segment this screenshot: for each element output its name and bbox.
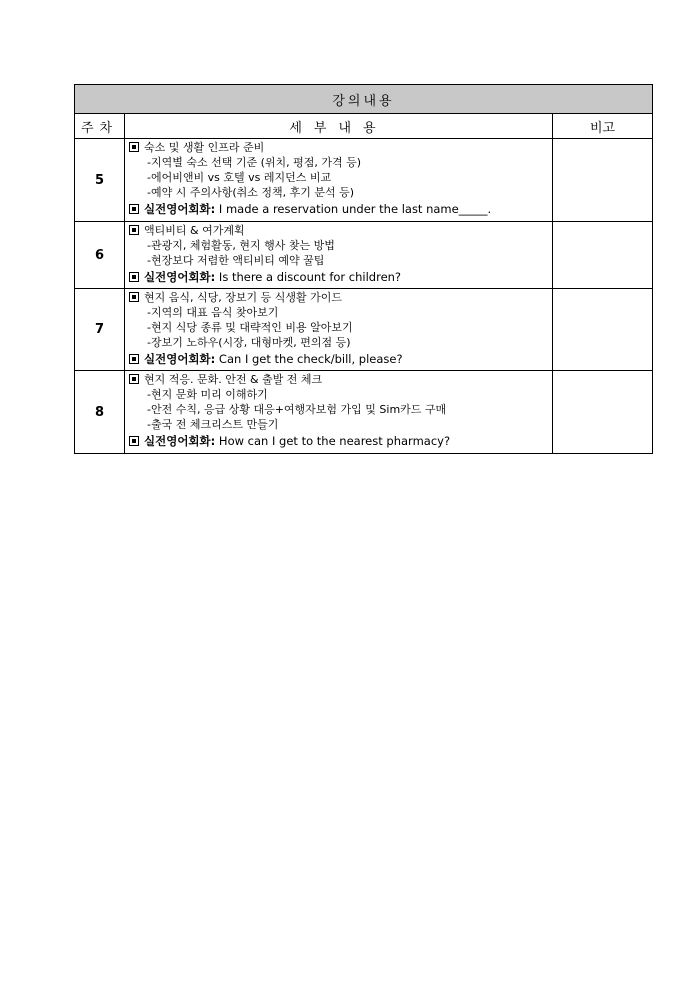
- topic-line: [129, 372, 548, 387]
- topic-text: 현지 적응. 문화. 안전 & 출발 전 체크: [144, 373, 323, 386]
- topic-line: [129, 223, 548, 238]
- table-title: 강의내용: [75, 85, 653, 114]
- detail-item: -예약 시 주의사항(취소 정책, 후기 분석 등): [147, 186, 355, 199]
- week-number: 5: [75, 139, 125, 222]
- table-header-row: [75, 114, 653, 139]
- square-bullet-icon: [129, 292, 139, 302]
- table-row: [75, 222, 653, 289]
- detail-item: -출국 전 체크리스트 만들기: [147, 418, 279, 431]
- detail-item: -지역의 대표 음식 찾아보기: [147, 306, 279, 319]
- english-phrase: Can I get the check/bill, please?: [218, 352, 403, 366]
- square-bullet-icon: [129, 204, 139, 214]
- english-line: [129, 352, 548, 367]
- topic-line: [129, 140, 548, 155]
- square-bullet-icon: [129, 374, 139, 384]
- english-line: [129, 434, 548, 449]
- detail-item: -장보기 노하우(시장, 대형마켓, 편의점 등): [147, 336, 351, 349]
- english-phrase: How can I get to the nearest pharmacy?: [218, 434, 451, 448]
- detail-item: -안전 수칙, 응급 상황 대응+여행자보험 가입 및 Sim카드 구매: [147, 403, 447, 416]
- table-title-row: [75, 85, 653, 114]
- square-bullet-icon: [129, 225, 139, 235]
- english-line: [129, 202, 548, 217]
- course-schedule-sheet: [74, 84, 652, 454]
- topic-text: 현지 음식, 식당, 장보기 등 식생활 가이드: [144, 291, 342, 304]
- note-cell: [553, 139, 653, 222]
- header-note: 비고: [553, 114, 653, 139]
- table-row: [75, 289, 653, 371]
- topic-line: [129, 290, 548, 305]
- square-bullet-icon: [129, 354, 139, 364]
- square-bullet-icon: [129, 142, 139, 152]
- week-number: 8: [75, 371, 125, 454]
- detail-cell: [125, 222, 553, 289]
- topic-text: 액티비티 & 여가계획: [144, 224, 245, 237]
- note-cell: [553, 371, 653, 454]
- detail-item: -현지 식당 종류 및 대략적인 비용 알아보기: [147, 321, 353, 334]
- english-label: 실전영어회화:: [144, 270, 216, 284]
- detail-cell: [125, 289, 553, 371]
- detail-item: -관광지, 체험활동, 현지 행사 찾는 방법: [147, 239, 335, 252]
- square-bullet-icon: [129, 436, 139, 446]
- topic-text: 숙소 및 생활 인프라 준비: [144, 141, 265, 154]
- course-content-table: [74, 84, 653, 454]
- detail-item: -현장보다 저렴한 액티비티 예약 꿀팁: [147, 254, 325, 267]
- header-detail: 세부내용: [125, 114, 553, 139]
- note-cell: [553, 222, 653, 289]
- header-week: 주차: [75, 114, 125, 139]
- square-bullet-icon: [129, 272, 139, 282]
- english-phrase: Is there a discount for children?: [218, 270, 402, 284]
- week-number: 6: [75, 222, 125, 289]
- english-label: 실전영어회화:: [144, 202, 216, 216]
- detail-cell: [125, 371, 553, 454]
- english-label: 실전영어회화:: [144, 434, 216, 448]
- english-phrase: I made a reservation under the last name_____.: [218, 202, 492, 216]
- detail-item: -에어비앤비 vs 호텔 vs 레지던스 비교: [147, 171, 332, 184]
- detail-item: -현지 문화 미리 이해하기: [147, 388, 268, 401]
- detail-item: -지역별 숙소 선택 기준 (위치, 평점, 가격 등): [147, 156, 362, 169]
- english-line: [129, 270, 548, 285]
- note-cell: [553, 289, 653, 371]
- table-row: [75, 371, 653, 454]
- week-number: 7: [75, 289, 125, 371]
- english-label: 실전영어회화:: [144, 352, 216, 366]
- detail-cell: [125, 139, 553, 222]
- table-row: [75, 139, 653, 222]
